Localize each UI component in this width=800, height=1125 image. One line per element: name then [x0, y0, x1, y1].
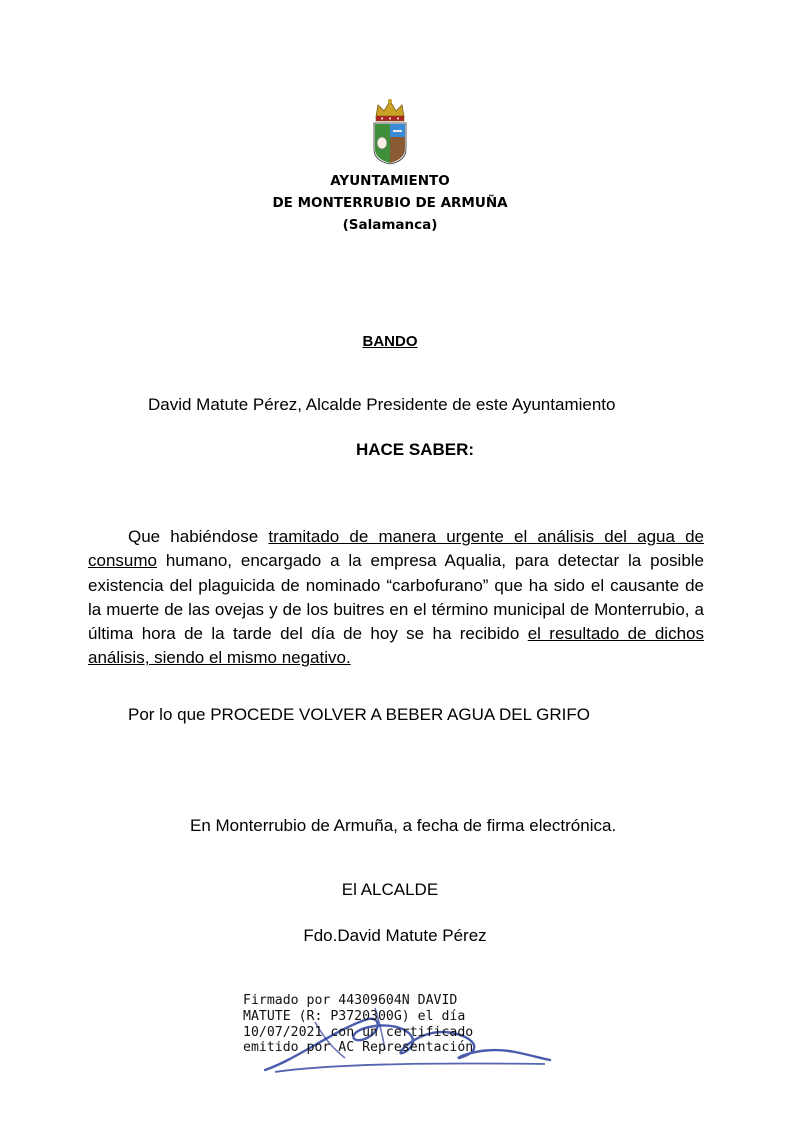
stamp-line-1: Firmado por 44309604N DAVID [243, 993, 458, 1008]
intro-line: David Matute Pérez, Alcalde Presidente de este Ayuntamiento [148, 395, 616, 414]
stamp-line-3: 10/07/2021 con un certificado [243, 1024, 474, 1040]
body-part-1: Que habiéndose [128, 527, 269, 546]
body-part-2-underlined: tramitado de manera urgente el análisis del agua de consumo [88, 527, 704, 571]
header-line-2: DE MONTERRUBIO DE ARMUÑA [272, 195, 508, 211]
signer-title: El ALCALDE [341, 880, 439, 899]
electronic-signature-stamp [243, 993, 473, 1056]
coat-of-arms-icon [370, 97, 410, 165]
hace-saber-heading: HACE SABER: [355, 440, 475, 459]
body-part-4-underlined: el resultado de dichos análisis, siendo el mismo negativo. [88, 624, 704, 668]
municipality-header [200, 170, 580, 236]
document-title: BANDO [362, 333, 418, 350]
header-line-1: AYUNTAMIENTO [330, 173, 450, 189]
stamp-line-4: emitido por AC Representación [243, 1040, 474, 1056]
procede-line: Por lo que PROCEDE VOLVER A BEBER AGUA DEL GRIFO [128, 705, 591, 724]
body-paragraph [88, 525, 704, 671]
header-line-3: (Salamanca) [342, 217, 438, 233]
signer-name: Fdo.David Matute Pérez [303, 926, 487, 945]
place-date-line: En Monterrubio de Armuña, a fecha de firma electrónica. [190, 816, 617, 835]
body-part-3: humano, encargado a la empresa Aqualia, para detectar la posible existencia del plaguicida de nominado “carbofurano” que ha sido el causante de la muerte de las ovejas y de los buitres en el término municipal de Monterrubio, a última hora de la tarde del día de hoy se ha recibido [88, 551, 704, 644]
stamp-line-2: MATUTE (R: P3720300G) el día [243, 1008, 466, 1024]
